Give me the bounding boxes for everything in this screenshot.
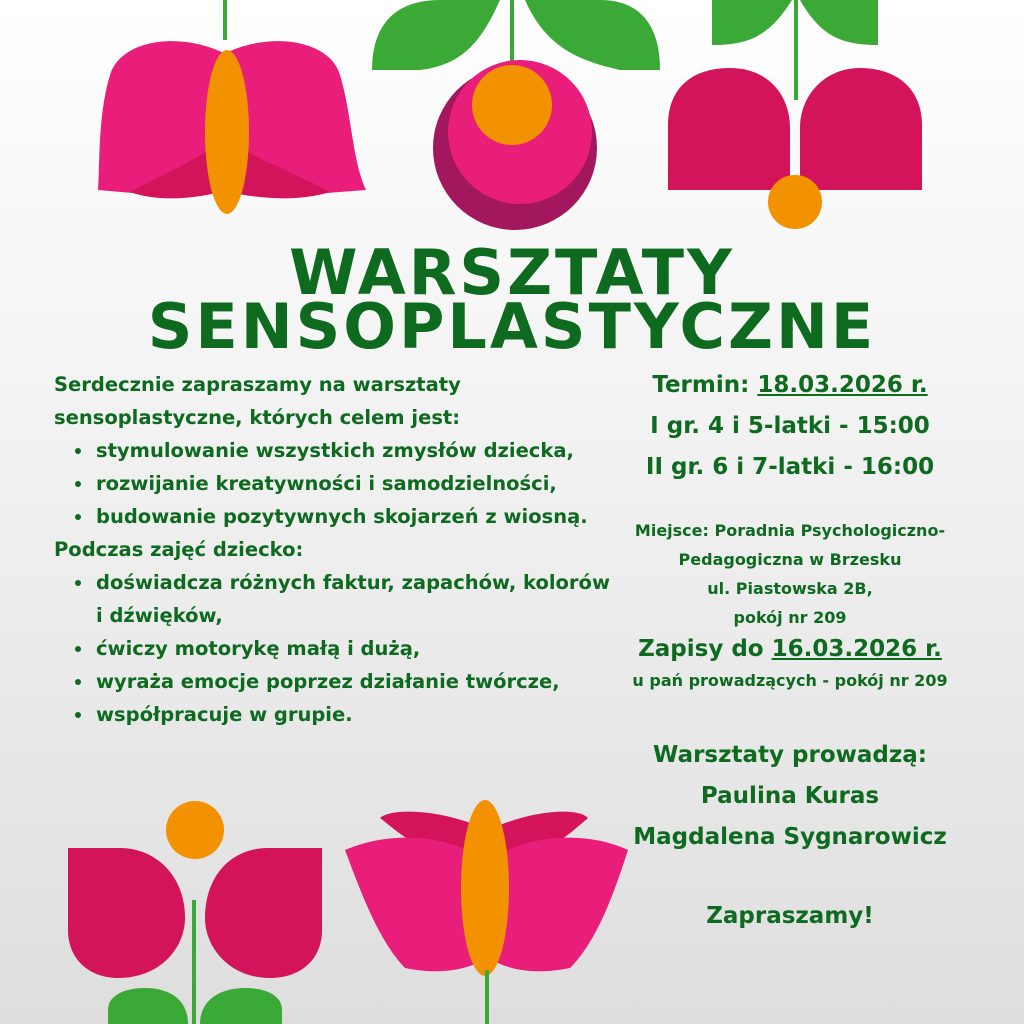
signup-line xyxy=(592,632,988,666)
leader-name: Magdalena Sygnarowicz xyxy=(633,824,947,850)
goal-item: • budowanie pozytywnych skojarzeń z wiosną. xyxy=(94,500,614,533)
group-1-time: I gr. 4 i 5-latki - 15:00 xyxy=(650,413,930,439)
term-label: Termin: xyxy=(652,372,750,398)
group-2-time: II gr. 6 i 7-latki - 16:00 xyxy=(645,454,935,480)
closing-text: Zapraszamy! xyxy=(706,903,874,929)
details-column xyxy=(592,365,988,937)
place-line-4: pokój nr 209 xyxy=(733,608,847,627)
place-line-2: Pedagogiczna w Brzesku xyxy=(678,550,902,569)
signup-note: u pań prowadzących - pokój nr 209 xyxy=(632,671,948,690)
description-column xyxy=(54,368,614,731)
leaders-heading: Warsztaty prowadzą: xyxy=(653,742,927,768)
pink-flower-top-left xyxy=(98,0,366,214)
intro-line-1: Serdecznie zapraszamy na warsztaty xyxy=(54,373,461,396)
tulip-bottom-left xyxy=(68,801,322,1024)
activity-item: • ćwiczy motorykę małą i dużą, xyxy=(94,632,614,665)
term-date: 18.03.2026 r. xyxy=(757,372,928,398)
goal-item: • stymulowanie wszystkich zmysłów dziecka, xyxy=(94,434,614,467)
activities-list xyxy=(54,566,614,731)
title-line-1: WARSZTATY xyxy=(289,236,735,309)
activity-item: • doświadcza różnych faktur, zapachów, kolorów i dźwięków, xyxy=(94,566,614,632)
activity-item: • współpracuje w grupie. xyxy=(94,698,614,731)
round-flower-top-center xyxy=(372,0,660,230)
place-line-1: Miejsce: Poradnia Psychologiczno- xyxy=(634,521,946,540)
title-line-2: SENSOPLASTYCZNE xyxy=(147,290,877,363)
signup-date: 16.03.2026 r. xyxy=(771,636,942,662)
goal-item: • rozwijanie kreatywności i samodzielności, xyxy=(94,467,614,500)
tulip-top-right xyxy=(668,0,922,229)
intro-line-2: sensoplastyczne, których celem jest: xyxy=(54,406,461,429)
during-heading: Podczas zajęć dziecko: xyxy=(54,538,304,561)
pink-flower-bottom-center xyxy=(345,800,628,1024)
goals-list xyxy=(54,434,614,533)
leader-name: Paulina Kuras xyxy=(700,783,880,809)
place-line-3: ul. Piastowska 2B, xyxy=(707,579,873,598)
signup-label: Zapisy do xyxy=(638,636,764,662)
activity-item: • wyraża emocje poprzez działanie twórcze, xyxy=(94,665,614,698)
term-line xyxy=(592,365,988,406)
